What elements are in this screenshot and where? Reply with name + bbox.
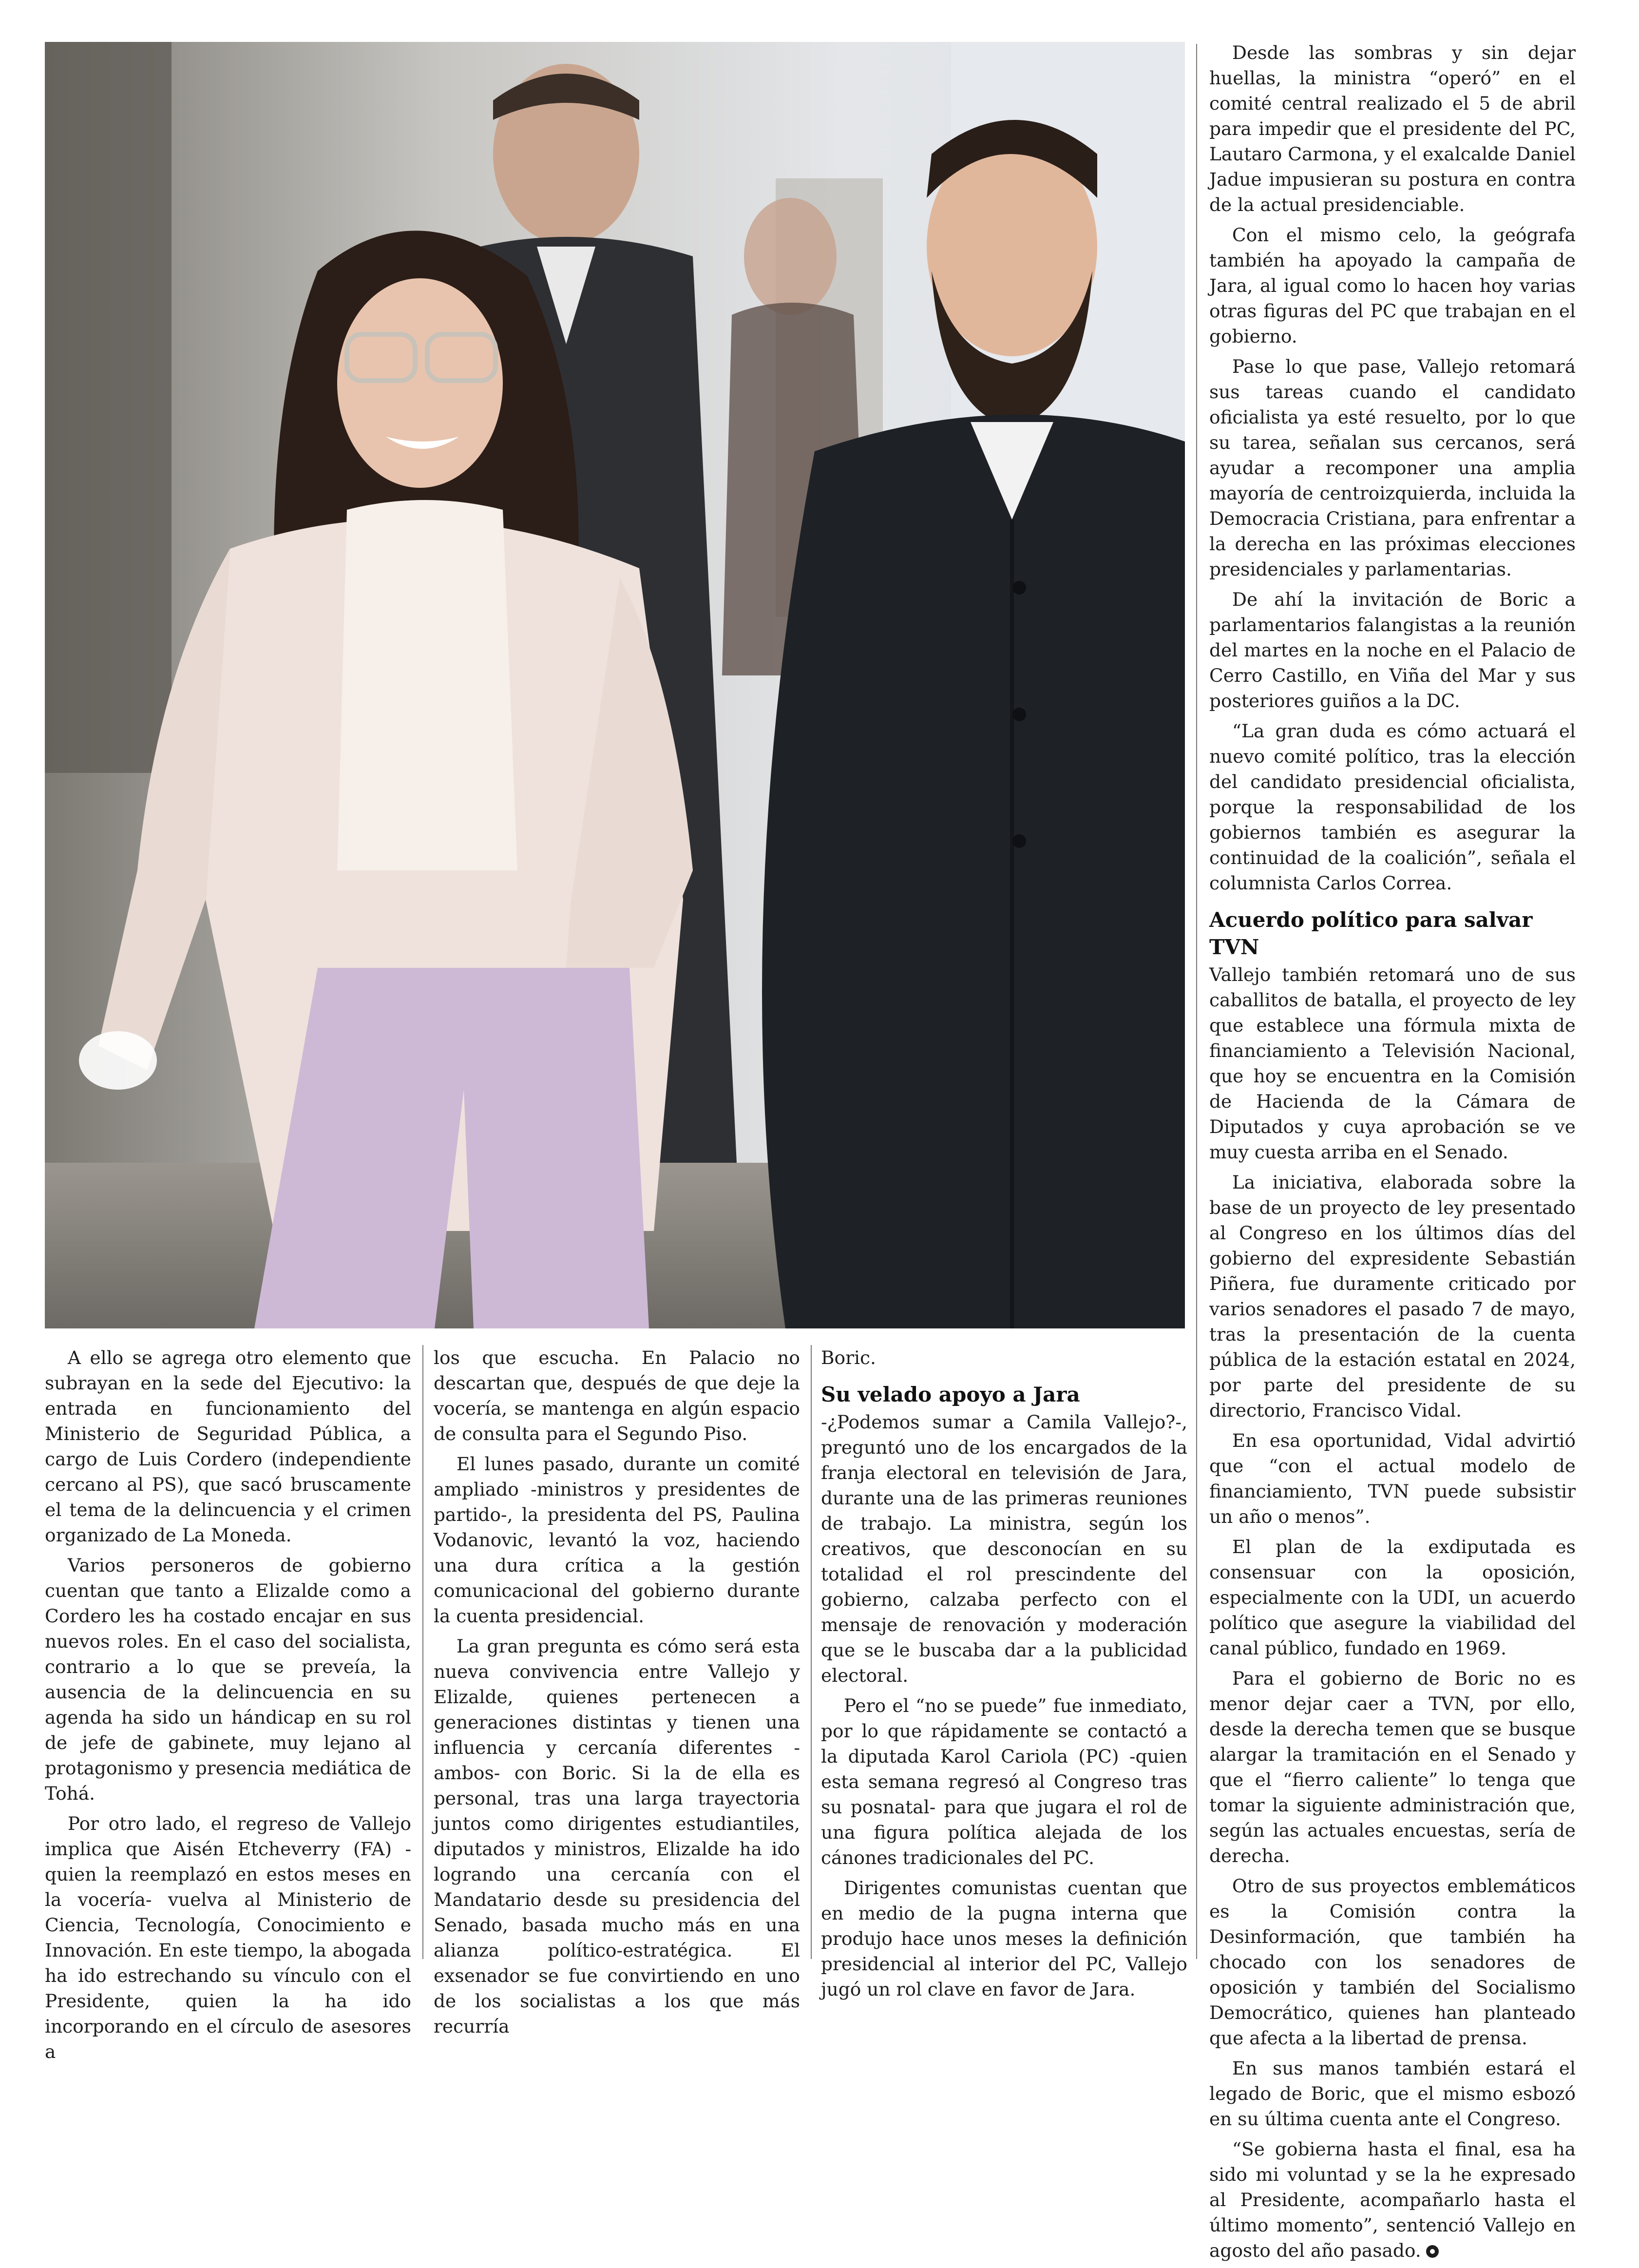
paragraph: Varios personeros de gobierno cuentan que tanto a Elizalde como a Cordero les ha costado encajar en sus nuevos roles. En el caso del socialista, contrario a lo que se preveía, la ausencia de la delincuencia en su agenda ha sido un hándicap en su rol de jefe de gabinete, muy lejano al protagonismo y presencia mediática de Tohá. [45, 1555, 411, 1804]
right-column [1209, 40, 1576, 2268]
paragraph: En sus manos también estará el legado de Boric, que el mismo esbozó en su última cuenta ante el Congreso. [1209, 2057, 1576, 2130]
paragraph: Vallejo también retomará uno de sus caballitos de batalla, el proyecto de ley que establece una fórmula mixta de financiamiento a Televisión Nacional, que hoy se encuentra en la Comisión de Hacienda de la Cámara de Diputados y cuya aprobación se ve muy cuesta arriba en el Senado. [1209, 964, 1576, 1163]
column-rule-right [1196, 44, 1197, 1959]
paragraph: Desde las sombras y sin dejar huellas, la ministra “operó” en el comité central realizado el 5 de abril para impedir que el presidente del PC, Lautaro Carmona, y el exalcalde Daniel Jadue impusieran su postura en contra de la actual presidenciable. [1209, 42, 1576, 215]
paragraph: Pero el “no se puede” fue inmediato, por lo que rápidamente se contactó a la diputada Karol Cariola (PC) -quien esta semana regresó al Congreso tras su posnatal- para que jugara el rol de una figura política alejada de los cánones tradicionales del PC. [821, 1695, 1187, 1868]
photo-icon [45, 42, 1185, 1328]
closing-paragraph [1209, 2136, 1576, 2263]
paragraph: La gran pregunta es cómo será esta nueva convivencia entre Vallejo y Elizalde, quienes pertenecen a generaciones distintas y tienen una influencia y cercanía diferentes -ambos- con Boric. Si la de ella es personal, tras una larga trayectoria juntos como dirigentes estudiantiles, diputados y ministros, Elizalde ha ido logrando una cercanía con el Mandatario desde su presidencia del Senado, basada mucho más en una alianza político-estratégica. El exsenador se fue convirtiendo en uno de los socialistas a los que más recurría [434, 1635, 800, 2037]
news-photo [45, 42, 1185, 1328]
paragraph: los que escucha. En Palacio no descartan que, después de que deje la vocería, se mantenga en algún espacio de consulta para el Segundo Piso. [434, 1347, 800, 1444]
paragraph: A ello se agrega otro elemento que subrayan en la sede del Ejecutivo: la entrada en funcionamiento del Ministerio de Seguridad Pública, a cargo de Luis Cordero (independiente cercano al PS), que sacó bruscamente el tema de la delincuencia y el crimen organizado de La Moneda. [45, 1347, 411, 1546]
paragraph: Por otro lado, el regreso de Vallejo implica que Aisén Etcheverry (FA) -quien la reemplazó en estos meses en la vocería- vuelva al Ministerio de Ciencia, Tecnología, Conocimiento e Innovación. En este tiempo, la abogada ha ido estrechando su vínculo con el Presidente, quien la ha ido incorporando en el círculo de asesores a [45, 1813, 411, 2062]
paragraph: “La gran duda es cómo actuará el nuevo comité político, tras la elección del candidato presidencial oficialista, porque la responsabilidad de los gobiernos también es asegurar la continuidad de la coalición”, señala el columnista Carlos Correa. [1209, 720, 1576, 894]
paragraph: Dirigentes comunistas cuentan que en medio de la pugna interna que produjo hace unos meses la definición presidencial al interior del PC, Vallejo jugó un rol clave en favor de Jara. [821, 1877, 1187, 2000]
closing-text: “Se gobierna hasta el final, esa ha sido mi voluntad y se la he expresado al Presidente, acompañarlo hasta el último momento”, sentenció Vallejo en agosto del año pasado. [1209, 2138, 1576, 2261]
column-rule-1 [422, 1345, 423, 1959]
paragraph: De ahí la invitación de Boric a parlamentarios falangistas a la reunión del martes en la noche en el Palacio de Cerro Castillo, en Viña del Mar y sus posteriores guiños a la DC. [1209, 589, 1576, 711]
paragraph: Boric. [821, 1347, 876, 1368]
paragraph: Con el mismo celo, la geógrafa también ha apoyado la campaña de Jara, al igual como lo hacen hoy varias otras figuras del PC que trabajan en el gobierno. [1209, 224, 1576, 347]
bottom-column-3 [821, 1345, 1187, 2007]
paragraph: En esa oportunidad, Vidal advirtió que “con el actual modelo de financiamiento, TVN puede subsistir un año o menos”. [1209, 1430, 1576, 1527]
column-rule-2 [811, 1345, 812, 1959]
paragraph: El plan de la exdiputada es consensuar con la oposición, especialmente con la UDI, un acuerdo político que asegure la viabilidad del canal público, fundado en 1969. [1209, 1536, 1576, 1659]
paragraph: Para el gobierno de Boric no es menor dejar caer a TVN, por ello, desde la derecha temen que se busque alargar la tramitación en el Senado y que el “fierro caliente” lo tenga que tomar la siguiente administración que, según las actuales encuestas, sería de derecha. [1209, 1668, 1576, 1866]
paragraph: El lunes pasado, durante un comité ampliado -ministros y presidentes de partido-, la presidenta del PS, Paulina Vodanovic, levantó la voz, haciendo una dura crítica a la gestión comunicacional del gobierno durante la cuenta presidencial. [434, 1453, 800, 1627]
section-heading: Su velado apoyo a Jara [821, 1383, 1080, 1406]
paragraph: Otro de sus proyectos emblemáticos es la Comisión contra la Desinformación, que también ha chocado con los senadores de oposición y también del Socialismo Democrático, quienes han planteado que afecta a la libertad de prensa. [1209, 1875, 1576, 2049]
paragraph: -¿Podemos sumar a Camila Vallejo?-, preguntó uno de los encargados de la franja electoral en televisión de Jara, durante una de las primeras reuniones de trabajo. La ministra, según los creativos, que desconocían en su totalidad el rol prescindente del gobierno, calzaba perfecto con el mensaje de renovación y moderación que se le buscaba dar a la publicidad electoral. [821, 1411, 1187, 1686]
paragraph: Pase lo que pase, Vallejo retomará sus tareas cuando el candidato oficialista ya esté resuelto, por lo que su tarea, señalan sus cercanos, será ayudar a recomponer una amplia mayoría de centroizquierda, incluida la Democracia Cristiana, para enfrentar a la derecha en las próximas elecciones presidenciales y parlamentarias. [1209, 356, 1576, 580]
paragraph: La iniciativa, elaborada sobre la base de un proyecto de ley presentado al Congreso en los últimos días del gobierno del expresidente Sebastián Piñera, fue duramente criticado por varios senadores el pasado 7 de mayo, tras la presentación de la cuenta pública de la estación estatal en 2024, por parte del presidente de su directorio, Francisco Vidal. [1209, 1172, 1576, 1421]
bottom-column-2 [434, 1345, 800, 2044]
bottom-column-1 [45, 1345, 411, 2069]
end-mark-icon [1426, 2245, 1439, 2258]
section-heading: Acuerdo político para salvar TVN [1209, 908, 1533, 959]
